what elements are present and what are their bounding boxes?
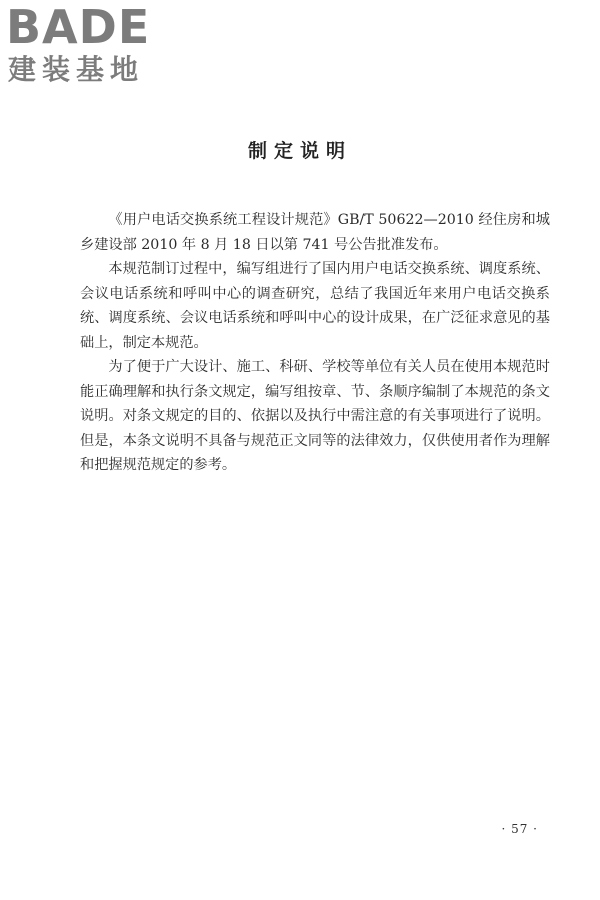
page-number: · 57 · (501, 822, 538, 836)
logo-chinese-text: 建装基地 (8, 53, 145, 86)
page-title: 制定说明 (247, 140, 352, 162)
paragraph-drafting-process: 本规范制订过程中，编写组进行了国内用户电话交换系统、调度系统、会议电话系统和呼叫中心的调查研究，总结了我国近年来用户电话交换系统、调度系统、会议电话系统和呼叫中心的设计成果，在广泛征求意见的基础上，制定本规范。 (80, 261, 550, 351)
watermark-logo (6, 0, 181, 88)
paragraph-approval: 《用户电话交换系统工程设计规范》GB/T 50622—2010 经住房和城乡建设部 2010 年 8 月 18 日以第 741 号公告批准发布。 (80, 212, 550, 253)
paragraph-purpose: 为了便于广大设计、施工、科研、学校等单位有关人员在使用本规范时能正确理解和执行条文规定，编写组按章、节、条顺序编制了本规范的条文说明。对条文规定的目的、依据以及执行中需注意的有关事项进行了说明。但是，本条文说明不具备与规范正文同等的法律效力，仅供使用者作为理解和把握规范规定的参考。 (80, 359, 550, 473)
document-body (80, 208, 550, 478)
logo-latin-text: BADE (6, 0, 151, 54)
